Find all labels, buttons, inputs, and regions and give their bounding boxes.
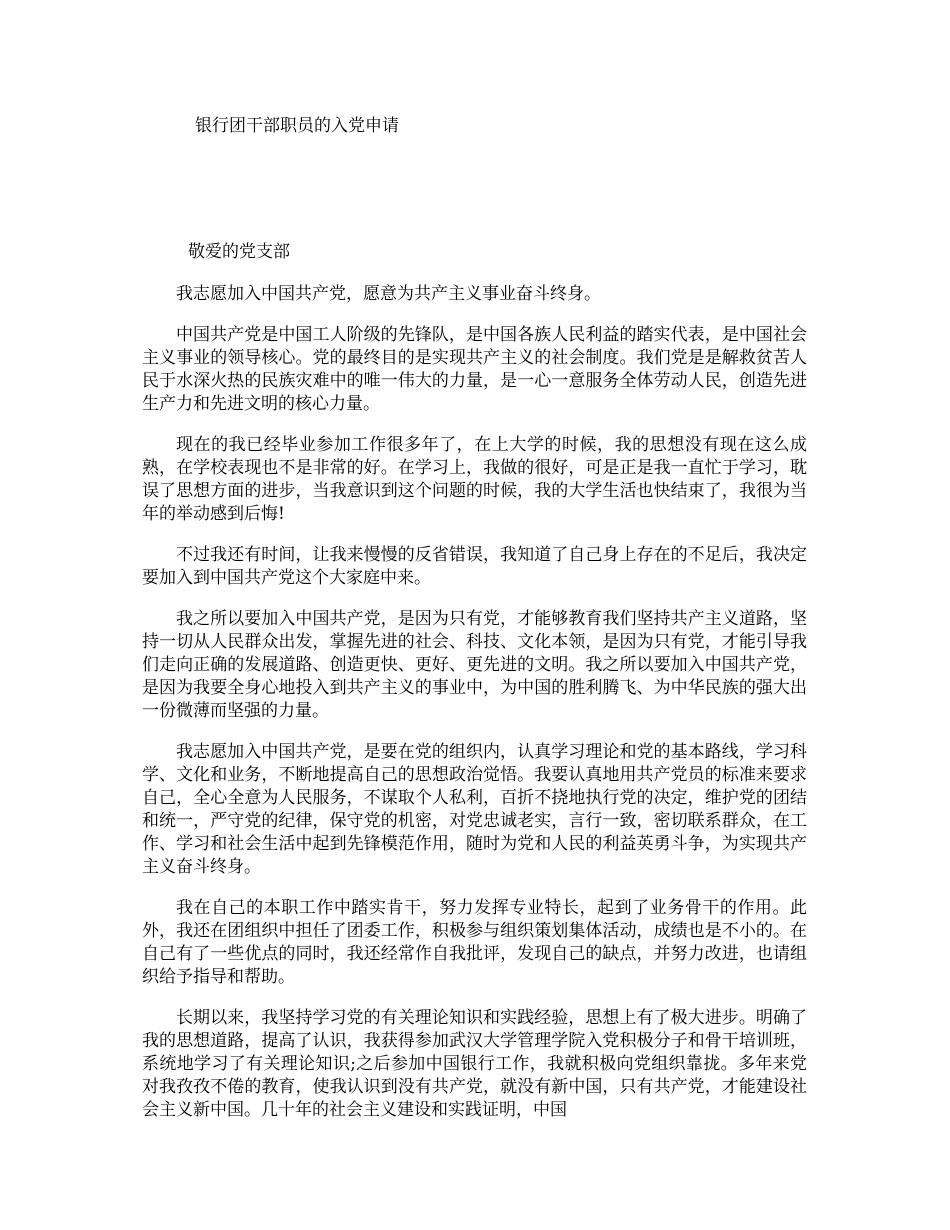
paragraph-1: 我志愿加入中国共产党，愿意为共产主义事业奋斗终身。 <box>176 284 601 304</box>
salutation: 敬爱的党支部 <box>188 242 290 262</box>
paragraph-3: 现在的我已经毕业参加工作很多年了，在上大学的时候，我的思想没有现在这么成熟，在学校表现也不是非常的好。在学习上，我做的很好，可是正是我一直忙于学习，耽误了思想方面的进步，当我意识到这个问题的时候，我的大学生活也快结束了，我很为当年的举动感到后悔! <box>142 435 807 524</box>
paragraph-4: 不过我还有时间，让我来慢慢的反省错误，我知道了自己身上存在的不足后，我决定要加入到中国共产党这个大家庭中来。 <box>142 545 807 588</box>
paragraph-8: 长期以来，我坚持学习党的有关理论知识和实践经验，思想上有了极大进步。明确了我的思想道路，提高了认识，我获得参加武汉大学管理学院入党积极分子和骨干培训班，系统地学习了有关理论知识;之后参加中国银行工作，我就积极向党组织靠拢。多年来党对我孜孜不倦的教育，使我认识到没有共产党，就没有新中国，只有共产党，才能建设社会主义新中国。几十年的社会主义建设和实践证明，中国 <box>142 1008 807 1120</box>
paragraph-5: 我之所以要加入中国共产党，是因为只有党，才能够教育我们坚持共产主义道路，坚持一切从人民群众出发，掌握先进的社会、科技、文化本领，是因为只有党，才能引导我们走向正确的发展道路、创造更快、更好、更先进的文明。我之所以要加入中国共产党，是因为我要全身心地投入到共产主义的事业中，为中国的胜利腾飞、为中华民族的强大出一份微薄而坚强的力量。 <box>142 609 807 721</box>
paragraph-6: 我志愿加入中国共产党，是要在党的组织内，认真学习理论和党的基本路线，学习科学、文化和业务，不断地提高自己的思想政治觉悟。我要认真地用共产党员的标准来要求自己，全心全意为人民服务，不谋取个人私利，百折不挠地执行党的决定，维护党的团结和统一，严守党的纪律，保守党的机密，对党忠诚老实，言行一致，密切联系群众，在工作、学习和社会生活中起到先锋模范作用，随时为党和人民的利益英勇斗争，为实现共产主义奋斗终身。 <box>142 742 807 877</box>
paragraph-2: 中国共产党是中国工人阶级的先锋队，是中国各族人民利益的踏实代表，是中国社会主义事业的领导核心。党的最终目的是实现共产主义的社会制度。我们党是是解救贫苦人民于水深火热的民族灾难中的唯一伟大的力量，是一心一意服务全体劳动人民，创造先进生产力和先进文明的核心力量。 <box>142 325 807 414</box>
document-body <box>142 283 807 1140</box>
paragraph-7: 我在自己的本职工作中踏实肯干，努力发挥专业特长，起到了业务骨干的作用。此外，我还在团组织中担任了团委工作，积极参与组织策划集体活动，成绩也是不小的。在自己有了一些优点的同时，我还经常作自我批评，发现自己的缺点，并努力改进，也请组织给予指导和帮助。 <box>142 898 807 987</box>
document-title: 银行团干部职员的入党申请 <box>195 116 399 136</box>
